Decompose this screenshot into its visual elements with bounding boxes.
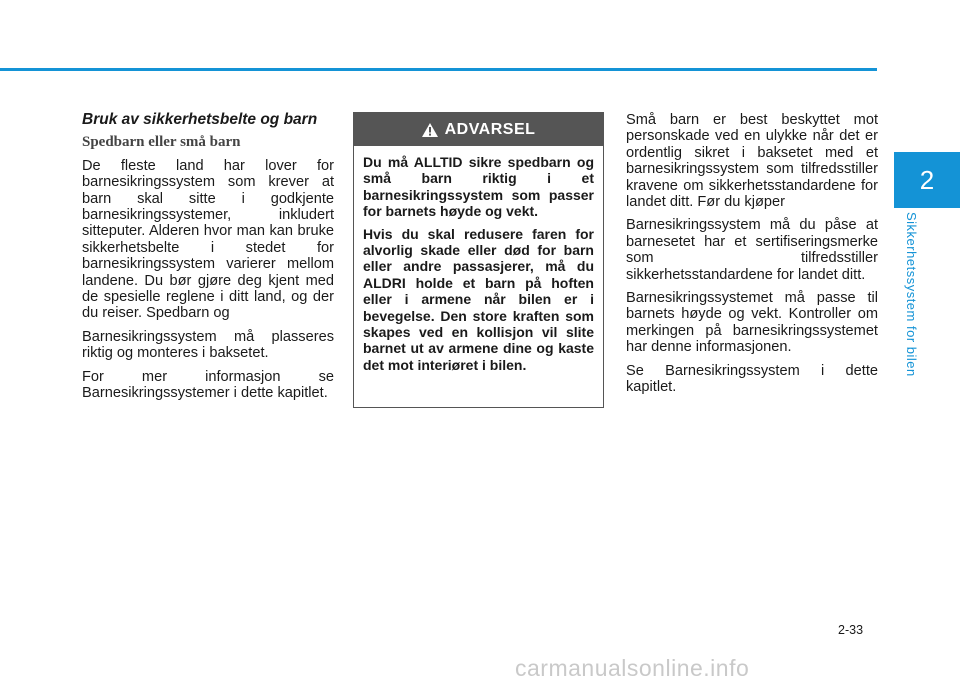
chapter-number: 2: [919, 164, 935, 195]
paragraph: De fleste land har lover for barnesikringssystem som krever at barn skal sitte i godkjente barnesikringssystemer, inkludert sitteputer. Alderen hvor man kan bruke sikkerhetsbelte i stedet for barnesikringssystem varierer mellom landene. Du bør gjøre deg kjent med de spesielle reglene i ditt land, og der du reiser. Spedbarn og: [82, 157, 334, 322]
paragraph: Barnesikringssystemet må passe til barnets høyde og vekt. Kontroller om merkingen på barnesikringssystemet har denne informasjonen.: [626, 290, 878, 356]
paragraph: For mer informasjon se Barnesikringssystemer i dette kapitlet.: [82, 368, 334, 402]
chapter-title: Sikkerhetssystem for bilen: [904, 212, 919, 377]
watermark: carmanualsonline.info: [515, 655, 750, 681]
right-column: [626, 112, 878, 403]
paragraph: Barnesikringssystem må plasseres riktig og monteres i baksetet.: [82, 328, 334, 362]
page-number: 2-33: [838, 623, 864, 637]
subsection-heading: Spedbarn eller små barn: [82, 134, 241, 151]
warning-paragraph: Du må ALLTID sikre spedbarn og små barn riktig i et barnesikringssystem som passer for barnets høyde og vekt.: [363, 154, 594, 220]
chapter-tab: [894, 152, 960, 208]
warning-body: [354, 146, 603, 373]
warning-header: [354, 113, 603, 146]
warning-paragraph: Hvis du skal redusere faren for alvorlig skade eller død for barn eller andre passasjerer, må du ALDRI holde et barn på hoften eller i armene når bilen er i bevegelse. Den store kraften som skapes ved en kollisjon vil slite barnet ut av armene dine og kaste det mot interiøret i bilen.: [363, 225, 594, 373]
section-heading: Bruk av sikkerhetsbelte og barn: [82, 111, 318, 128]
paragraph: Se Barnesikringssystem i dette kapitlet.: [626, 362, 878, 396]
paragraph: Små barn er best beskyttet mot personskade ved en ulykke når det er ordentlig sikret i baksetet med et barnesikringssystem som tilfredsstiller kravene om sikkerhetsstandardene for landet ditt. Før du kjøper: [626, 112, 878, 211]
warning-box: [353, 112, 604, 408]
paragraph: Barnesikringssystem må du påse at barnesetet har et sertifiseringsmerke som tilfredsstiller sikkerhetsstandardene for landet ditt.: [626, 217, 878, 283]
header-rule: [0, 68, 877, 71]
warning-triangle-icon: [422, 123, 438, 137]
left-column: [82, 112, 334, 409]
warning-label: ADVARSEL: [444, 120, 536, 138]
